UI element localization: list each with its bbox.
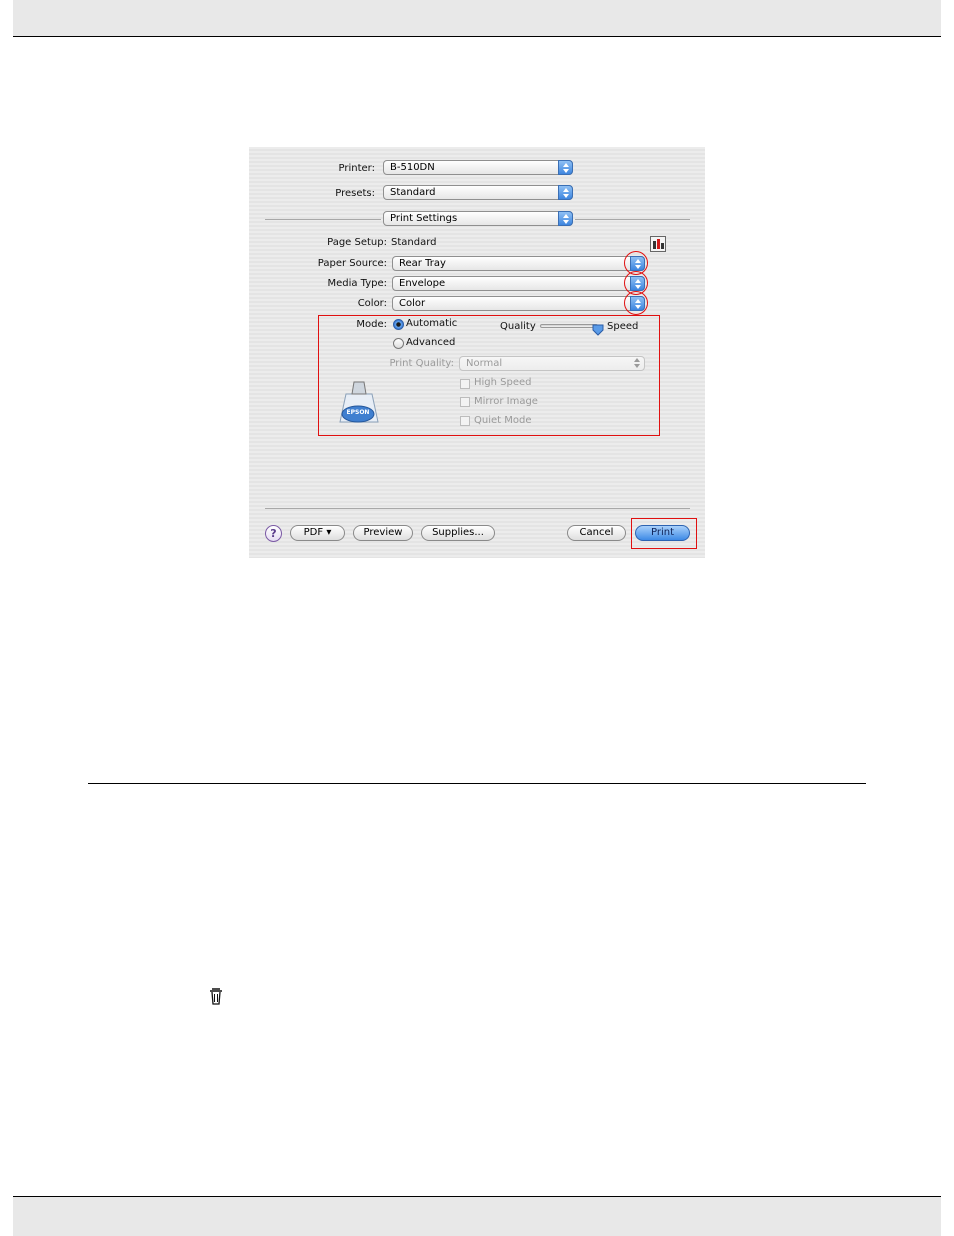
page-setup-label: Page Setup: — [327, 237, 387, 248]
quiet-mode-label: Quiet Mode — [474, 415, 532, 426]
page-footer-band — [13, 1196, 941, 1236]
print-dialog — [249, 147, 705, 558]
presets-label: Presets: — [335, 188, 375, 199]
updown-arrows-icon — [558, 160, 573, 175]
trash-icon — [208, 986, 224, 1006]
epson-logo-text: EPSON — [346, 409, 370, 416]
panel-separator-left — [265, 219, 381, 220]
slider-speed-label: Speed — [607, 321, 639, 332]
preview-button[interactable]: Preview — [353, 525, 413, 541]
highlight-circle — [624, 291, 648, 315]
mode-advanced-label: Advanced — [406, 337, 456, 348]
mode-automatic-radio[interactable] — [393, 319, 404, 330]
printer-popup[interactable] — [383, 160, 573, 175]
mirror-image-checkbox[interactable] — [460, 397, 470, 407]
color-label: Color: — [357, 298, 387, 309]
section-divider — [88, 783, 866, 784]
color-popup[interactable] — [392, 296, 645, 311]
updown-arrows-icon — [558, 211, 573, 226]
presets-popup[interactable] — [383, 185, 573, 200]
mode-advanced-radio[interactable] — [393, 338, 404, 349]
paper-source-popup[interactable] — [392, 256, 645, 271]
updown-arrows-icon — [558, 185, 573, 200]
media-type-popup[interactable] — [392, 276, 645, 291]
media-type-label: Media Type: — [327, 278, 387, 289]
print-quality-popup[interactable] — [459, 356, 645, 371]
printer-label: Printer: — [338, 163, 375, 174]
high-speed-label: High Speed — [474, 377, 532, 388]
color-value: Color — [399, 298, 426, 309]
slider-quality-label: Quality — [500, 321, 536, 332]
page-header-band — [13, 0, 941, 37]
page-setup-value: Standard — [391, 237, 437, 248]
mode-automatic-label: Automatic — [406, 318, 458, 329]
quiet-mode-checkbox[interactable] — [460, 416, 470, 426]
panel-popup[interactable] — [383, 211, 573, 226]
bottom-separator — [265, 508, 690, 509]
print-button[interactable]: Print — [635, 525, 690, 541]
paper-source-label: Paper Source: — [317, 258, 387, 269]
ink-levels-icon[interactable] — [650, 236, 666, 252]
mirror-image-label: Mirror Image — [474, 396, 538, 407]
help-button[interactable]: ? — [265, 525, 282, 542]
presets-value: Standard — [390, 187, 436, 198]
print-quality-label: Print Quality: — [389, 358, 454, 369]
high-speed-checkbox[interactable] — [460, 379, 470, 389]
panel-separator-right — [575, 219, 690, 220]
quality-speed-slider-track[interactable] — [540, 324, 598, 328]
epson-printer-logo — [336, 378, 381, 428]
slider-thumb-icon[interactable] — [592, 321, 604, 333]
updown-arrows-icon — [630, 356, 645, 371]
paper-source-value: Rear Tray — [399, 258, 446, 269]
printer-value: B-510DN — [390, 162, 435, 173]
media-type-value: Envelope — [399, 278, 446, 289]
supplies-button[interactable]: Supplies... — [421, 525, 495, 541]
mode-label: Mode: — [356, 319, 387, 330]
panel-value: Print Settings — [390, 213, 458, 224]
print-quality-value: Normal — [466, 358, 503, 369]
print-highlight-box — [631, 518, 697, 549]
pdf-button[interactable]: PDF ▾ — [290, 525, 345, 541]
cancel-button[interactable]: Cancel — [567, 525, 626, 541]
